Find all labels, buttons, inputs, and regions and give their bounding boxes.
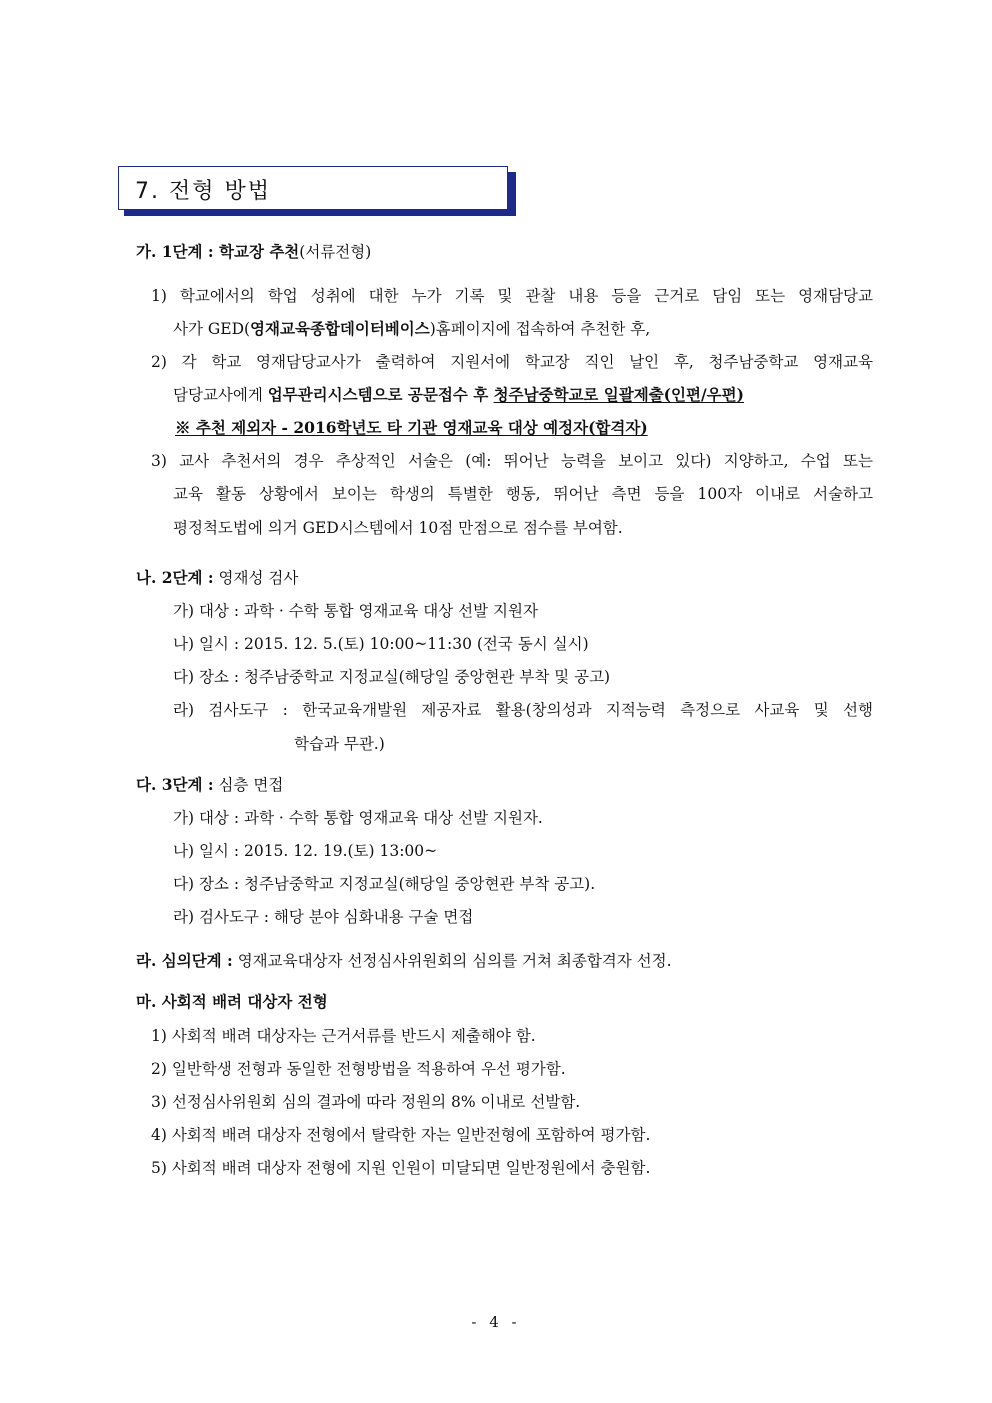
s3-item-a: 가) 대상 : 과학 · 수학 통합 영재교육 대상 선발 지원자. <box>173 809 543 827</box>
s1-item2-line2a: 담당교사에게 <box>173 386 268 404</box>
s3-item-c: 다) 장소 : 청주남중학교 지정교실(해당일 중앙현관 부착 공고). <box>173 875 596 893</box>
s3-heading: 다. 3단계 : <box>136 775 214 794</box>
s2-item-a: 가) 대상 : 과학 · 수학 통합 영재교육 대상 선발 지원자 <box>173 602 538 620</box>
s2-heading-suffix: 영재성 검사 <box>213 569 299 587</box>
s1-item2-line1: 2) 각 학교 영재담당교사가 출력하여 지원서에 학교장 직인 날인 후, 청주남중학교 영재교육 <box>151 353 873 371</box>
s4-text: 영재교육대상자 선정심사위원회의 심의를 거쳐 최종합격자 선정. <box>232 952 672 970</box>
section-title: 7. 전형 방법 <box>135 179 271 204</box>
s1-note: ※ 추천 제외자 - 2016학년도 타 기관 영재교육 대상 예정자(합격자) <box>175 418 648 437</box>
s5-item-4: 4) 사회적 배려 대상자 전형에서 탈락한 자는 일반전형에 포함하여 평가함. <box>151 1126 651 1144</box>
s1-heading-line <box>136 242 371 262</box>
s3-item-b: 나) 일시 : 2015. 12. 19.(토) 13:00~ <box>173 842 438 860</box>
s1-item3-line2: 교육 활동 상황에서 보이는 학생의 특별한 행동, 뛰어난 측면 등을 100자 이내로 서술하고 <box>173 485 873 503</box>
s5-item-1: 1) 사회적 배려 대상자는 근거서류를 반드시 제출해야 함. <box>151 1027 536 1045</box>
s1-item1-line1: 1) 학교에서의 학업 성취에 대한 누가 기록 및 관찰 내용 등을 근거로 담임 또는 영재담당교 <box>151 287 873 305</box>
s2-heading-line <box>136 568 298 588</box>
s3-heading-suffix: 심층 면접 <box>213 776 284 794</box>
s5-item-2: 2) 일반학생 전형과 동일한 전형방법을 적용하여 우선 평가함. <box>151 1060 566 1078</box>
s5-heading: 마. 사회적 배려 대상자 전형 <box>136 992 328 1011</box>
s1-item3-line3: 평정척도법에 의거 GED시스템에서 10점 만점으로 점수를 부여함. <box>173 519 623 537</box>
s4-heading: 라. 심의단계 : <box>136 951 233 970</box>
s5-item-3: 3) 선정심사위원회 심의 결과에 따라 정원의 8% 이내로 선발함. <box>151 1093 581 1111</box>
s3-item-d: 라) 검사도구 : 해당 분야 심화내용 구술 면접 <box>173 908 474 926</box>
page-number: - 4 - <box>471 1313 521 1331</box>
s1-heading-suffix: (서류전형) <box>299 243 372 261</box>
s1-item3-line1: 3) 교사 추천서의 경우 추상적인 서술은 (예: 뛰어난 능력을 보이고 있다) 지양하고, 수업 또는 <box>151 452 873 470</box>
s2-item-b: 나) 일시 : 2015. 12. 5.(토) 10:00~11:30 (전국 동시 실시) <box>173 635 589 653</box>
s4-line <box>136 951 672 971</box>
s2-heading: 나. 2단계 : <box>136 568 214 587</box>
s1-heading: 가. 1단계 : 학교장 추천 <box>136 242 300 261</box>
s1-item2-line2c: 청주남중학교로 일괄제출(인편/우편) <box>493 385 744 404</box>
s5-item-5: 5) 사회적 배려 대상자 전형에 지원 인원이 미달되면 일반정원에서 충원함. <box>151 1159 651 1177</box>
s1-item2-line2 <box>173 385 744 405</box>
s2-item-c: 다) 장소 : 청주남중학교 지정교실(해당일 중앙현관 부착 및 공고) <box>173 668 611 686</box>
s1-item1-line2b: 영재교육종합데이터베이스 <box>250 319 430 338</box>
s2-item-d-line1: 라) 검사도구 : 한국교육개발원 제공자료 활용(창의성과 지적능력 측정으로 사교육 및 선행 <box>173 701 873 719</box>
s2-item-d-line2: 학습과 무관.) <box>294 735 385 753</box>
title-frame <box>118 166 508 210</box>
s1-item1-line2c: )홈페이지에 접속하여 추천한 후, <box>429 320 651 338</box>
s3-heading-line <box>136 775 283 795</box>
section-title-box <box>118 166 514 216</box>
s1-item1-line2a: 사가 GED( <box>173 320 251 338</box>
s1-item2-line2b: 업무관리시스템으로 공문접수 후 <box>267 385 494 404</box>
s1-item1-line2 <box>173 319 650 339</box>
